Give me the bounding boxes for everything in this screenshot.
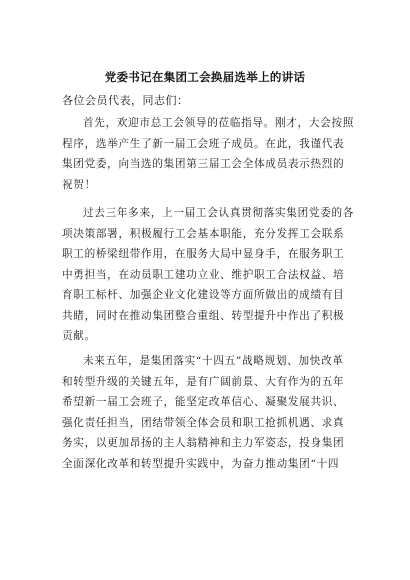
paragraph-line: 未来五年，是集团落实“十四五”战略规划、加快改革: [83, 355, 344, 367]
paragraph-line: 职工的桥梁纽带作用，在服务大局中显身手，在服务职工: [62, 248, 345, 260]
paragraph-line: 贡献。: [62, 330, 96, 342]
paragraph-line: 祝贺！: [62, 178, 96, 191]
paragraph-line: 务实，以更加昂扬的主人翁精神和主力军姿态，投身集团: [62, 437, 345, 449]
paragraph-line: 集团党委，向当选的集团第三届工会全体成员表示热烈的: [62, 158, 345, 170]
paragraph-outlook: [62, 351, 352, 474]
paragraph-review: [62, 203, 355, 347]
paragraph-line: 共睹，同时在推动集团整合重组、转型提升中作出了积极: [62, 309, 345, 322]
paragraph-welcome: [62, 113, 355, 195]
paragraph-line: 和转型升级的关键五年，是有广阔前景、大有作为的五年: [62, 375, 345, 388]
paragraph-line: 全面深化改革和转型提升实践中，为奋力推动集团“十四: [62, 457, 340, 470]
paragraph-line: 过去三年多来，上一届工会认真贯彻落实集团党委的各: [83, 207, 355, 219]
paragraph-line: 强化责任担当，团结带领全体会员和职工抢抓机遇、求真: [62, 416, 345, 429]
paragraph-line: 育职工标杆、加强企业文化建设等方面所做出的成绩有目: [62, 289, 345, 301]
salutation: 各位会员代表，同志们：: [62, 94, 189, 107]
paragraph-line: 中勇担当，在动员职工建功立业、维护职工合法权益、培: [62, 268, 345, 281]
speech-title: 党委书记在集团工会换届选举上的讲话: [104, 70, 306, 84]
paragraph-line: 希望新一届工会班子，能坚定改革信心、凝聚发展共识、: [62, 396, 345, 408]
paragraph-line: 首先，欢迎市总工会领导的莅临指导。刚才，大会按照: [83, 117, 355, 129]
paragraph-line: 项决策部署，积极履行工会基本职能，充分发挥工会联系: [62, 227, 345, 240]
paragraph-line: 程序，选举产生了新一届工会班子成员。在此，我谨代表: [62, 137, 345, 150]
